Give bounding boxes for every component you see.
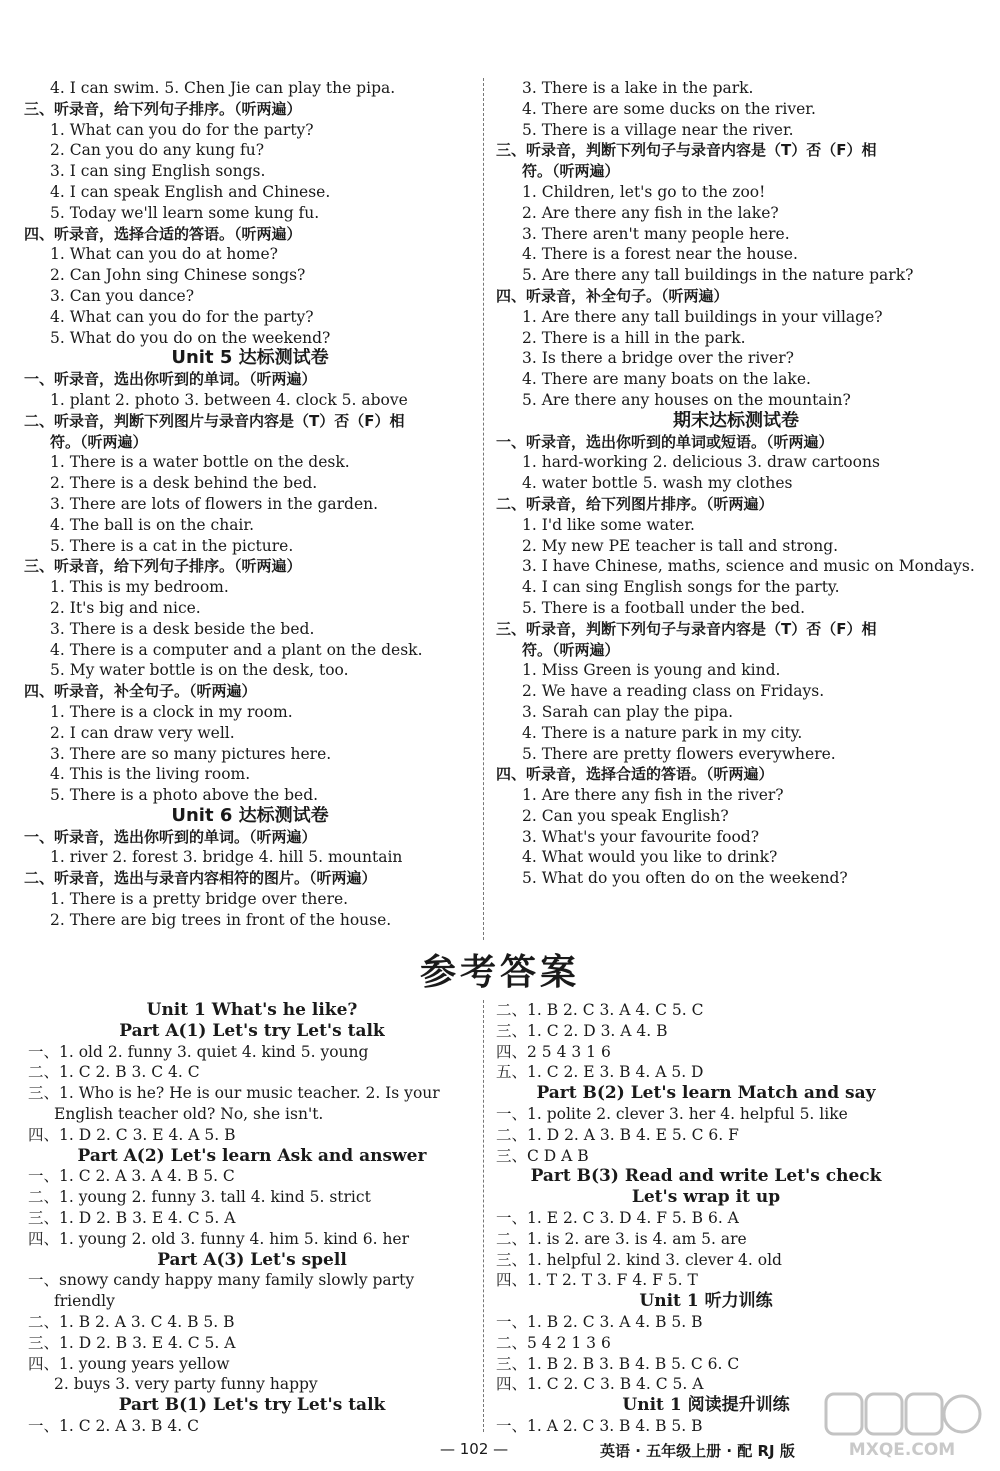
script-line: 符。（听两遍） — [50, 432, 148, 451]
script-line: 1. What can you do at home? — [50, 245, 278, 264]
script-line: Unit 5 达标测试卷 — [171, 348, 329, 369]
script-line: 5. There is a village near the river. — [522, 120, 794, 139]
script-line: 四、听录音，补全句子。（听两遍） — [24, 682, 257, 701]
script-line: 1. Are there any tall buildings in your village? — [522, 307, 883, 326]
script-line: 3. There is a lake in the park. — [522, 79, 754, 97]
answer-line: 四、1. young years yellow — [28, 1354, 230, 1373]
script-line: 二、听录音，选出与录音内容相符的图片。（听两遍） — [24, 869, 377, 888]
script-line: 4. I can sing English songs for the party. — [522, 578, 840, 597]
script-line: 5. There is a cat in the picture. — [50, 536, 294, 555]
script-line: 4. There is a forest near the house. — [522, 245, 798, 264]
script-line: 4. There are many boats on the lake. — [522, 370, 811, 389]
script-line: 5. Today we'll learn some kung fu. — [50, 203, 320, 222]
script-line: 3. There are lots of flowers in the garden. — [50, 494, 379, 513]
script-line: 四、听录音，选择合适的答语。（听两遍） — [496, 765, 774, 784]
answer-line: Part A(1) Let's try Let's talk — [119, 1020, 385, 1041]
right-column-bottom — [496, 1000, 916, 1437]
answer-line: friendly — [54, 1292, 115, 1311]
script-line: 符。（听两遍） — [522, 162, 620, 181]
script-line: 5. Are there any tall buildings in the nature park? — [522, 266, 914, 285]
script-line: 5. There is a photo above the bed. — [50, 786, 319, 805]
script-line: 2. We have a reading class on Fridays. — [522, 682, 825, 701]
script-line: 3. There aren't many people here. — [522, 224, 790, 243]
watermark-icon — [822, 1388, 982, 1440]
script-line: 3. Sarah can play the pipa. — [522, 702, 734, 721]
script-line: 1. This is my bedroom. — [50, 578, 229, 597]
watermark-logo — [822, 1388, 982, 1466]
script-line: 3. I have Chinese, maths, science and music on Mondays. — [522, 557, 975, 576]
script-line: 5. There are pretty flowers everywhere. — [522, 744, 836, 763]
script-line: 4. There is a nature park in my city. — [522, 723, 803, 742]
answer-line: 三、1. B 2. B 3. B 4. B 5. C 6. C — [496, 1354, 740, 1373]
script-line: 二、听录音，给下列图片排序。（听两遍） — [496, 494, 774, 513]
answer-line: English teacher old? No, she isn't. — [54, 1104, 324, 1123]
script-line: 3. Is there a bridge over the river? — [522, 349, 794, 368]
left-column-top — [24, 78, 476, 931]
left-column-bottom — [28, 1000, 476, 1437]
answer-line: 一、1. E 2. C 3. D 4. F 5. B 6. A — [496, 1208, 739, 1227]
script-line: 1. I'd like some water. — [522, 515, 695, 534]
script-line: Unit 6 达标测试卷 — [171, 805, 329, 826]
answer-line: Part B(3) Read and write Let's check — [530, 1166, 882, 1187]
answer-line: Part B(1) Let's try Let's talk — [118, 1395, 386, 1416]
answer-line: 三、1. C 2. D 3. A 4. B — [496, 1021, 668, 1040]
script-line: 一、听录音，选出你听到的单词。（听两遍） — [24, 827, 317, 846]
answer-line: 一、1. C 2. A 3. B 4. C — [28, 1416, 199, 1435]
answer-line: 四、1. T 2. T 3. F 4. F 5. T — [496, 1271, 698, 1290]
script-line: 二、听录音，判断下列图片与录音内容是（T）否（F）相 — [24, 411, 405, 430]
script-line: 三、听录音，判断下列句子与录音内容是（T）否（F）相 — [496, 141, 877, 160]
script-line: 期末达标测试卷 — [673, 410, 799, 431]
script-line: 2. Can John sing Chinese songs? — [50, 266, 306, 285]
answer-line: 三、1. Who is he? He is our music teacher. 2. Is your — [28, 1084, 440, 1103]
answer-line: Unit 1 What's he like? — [146, 1000, 358, 1020]
script-line: 1. Children, let's go to the zoo! — [522, 182, 766, 201]
answer-line: 二、1. D 2. A 3. B 4. E 5. C 6. F — [496, 1125, 739, 1144]
answer-line: 二、1. B 2. A 3. C 4. B 5. B — [28, 1312, 235, 1331]
answer-line: Unit 1 听力训练 — [639, 1291, 773, 1312]
column-divider-top — [483, 78, 484, 940]
script-line: 4. There are some ducks on the river. — [522, 99, 816, 118]
script-line: 一、听录音，选出你听到的单词或短语。（听两遍） — [496, 432, 834, 451]
script-line: 2. There is a hill in the park. — [522, 328, 746, 347]
answer-line: Let's wrap it up — [631, 1187, 781, 1208]
answer-line: 四、2 5 4 3 1 6 — [496, 1042, 611, 1061]
answer-line: 三、1. D 2. B 3. E 4. C 5. A — [28, 1208, 236, 1227]
answer-line: 二、1. B 2. C 3. A 4. C 5. C — [496, 1001, 704, 1019]
answer-line: 一、1. old 2. funny 3. quiet 4. kind 5. young — [28, 1042, 369, 1061]
answer-line: 三、1. helpful 2. kind 3. clever 4. old — [496, 1250, 782, 1269]
script-line: 3. What's your favourite food? — [522, 827, 760, 846]
script-line: 3. There is a desk beside the bed. — [50, 619, 315, 638]
answer-line: 二、5 4 2 1 3 6 — [496, 1333, 611, 1352]
script-line: 4. There is a computer and a plant on the desk. — [50, 640, 423, 659]
answer-line: 二、1. C 2. B 3. C 4. C — [28, 1063, 200, 1082]
answer-line: 2. buys 3. very party funny happy — [54, 1375, 318, 1394]
answer-line: 一、snowy candy happy many family slowly party — [28, 1271, 415, 1290]
script-line: 三、听录音，给下列句子排序。（听两遍） — [24, 99, 302, 118]
script-line: 四、听录音，补全句子。（听两遍） — [496, 286, 729, 305]
answer-line: Part A(3) Let's spell — [157, 1249, 347, 1270]
script-line: 四、听录音，选择合适的答语。（听两遍） — [24, 224, 302, 243]
answer-line: 二、1. is 2. are 3. is 4. am 5. are — [496, 1229, 747, 1248]
page-number: — 102 — — [440, 1440, 509, 1458]
answer-line: Unit 1 阅读提升训练 — [622, 1395, 790, 1416]
script-line: 2. There are big trees in front of the house. — [50, 910, 392, 929]
script-line: 2. Can you speak English? — [522, 806, 729, 825]
right-column-top — [496, 78, 976, 889]
script-line: 2. It's big and nice. — [50, 598, 201, 617]
answer-line: 四、1. D 2. C 3. E 4. A 5. B — [28, 1125, 236, 1144]
script-line: 三、听录音，给下列句子排序。（听两遍） — [24, 557, 302, 576]
column-divider-bottom — [483, 1000, 484, 1432]
script-line: 5. What do you do on the weekend? — [50, 328, 331, 347]
answers-title: 参考答案 — [419, 952, 580, 993]
script-line: 2. Are there any fish in the lake? — [522, 203, 779, 222]
answer-line: 一、1. polite 2. clever 3. her 4. helpful 5. like — [496, 1104, 848, 1123]
answer-line: 二、1. young 2. funny 3. tall 4. kind 5. strict — [28, 1188, 371, 1207]
script-line: 3. There are so many pictures here. — [50, 744, 332, 763]
script-line: 2. My new PE teacher is tall and strong. — [522, 536, 839, 555]
book-info: 英语 · 五年级上册 · 配 RJ 版 — [600, 1442, 795, 1460]
script-line: 4. I can swim. 5. Chen Jie can play the pipa. — [50, 79, 396, 97]
script-line: 一、听录音，选出你听到的单词。（听两遍） — [24, 370, 317, 389]
script-line: 符。（听两遍） — [522, 640, 620, 659]
script-line: 2. There is a desk behind the bed. — [50, 474, 318, 493]
script-line: 5. Are there any houses on the mountain? — [522, 390, 851, 409]
answer-line: 一、1. A 2. C 3. B 4. B 5. B — [496, 1416, 703, 1435]
script-line: 1. plant 2. photo 3. between 4. clock 5. above — [50, 390, 408, 409]
script-line: 4. What would you like to drink? — [522, 848, 778, 867]
answer-line: 一、1. C 2. A 3. A 4. B 5. C — [28, 1167, 235, 1186]
script-line: 1. There is a pretty bridge over there. — [50, 890, 349, 909]
script-line: 2. I can draw very well. — [50, 723, 235, 742]
answer-line: 四、1. young 2. old 3. funny 4. him 5. kind 6. her — [28, 1229, 410, 1248]
answer-line: 三、C D A B — [496, 1146, 589, 1165]
script-line: 1. hard-working 2. delicious 3. draw cartoons — [522, 453, 880, 472]
script-line: 2. Can you do any kung fu? — [50, 141, 265, 160]
script-line: 1. There is a water bottle on the desk. — [50, 453, 350, 472]
answer-line: Part A(2) Let's learn Ask and answer — [77, 1145, 427, 1166]
script-line: 4. I can speak English and Chinese. — [50, 182, 331, 201]
script-line: 4. The ball is on the chair. — [50, 515, 255, 534]
answer-line: 三、1. D 2. B 3. E 4. C 5. A — [28, 1333, 236, 1352]
answer-line: 五、1. C 2. E 3. B 4. A 5. D — [496, 1063, 704, 1082]
script-line: 4. What can you do for the party? — [50, 307, 314, 326]
watermark-text: MXQE.COM — [848, 1440, 956, 1460]
script-line: 4. water bottle 5. wash my clothes — [522, 474, 793, 493]
script-line: 5. My water bottle is on the desk, too. — [50, 661, 349, 680]
script-line: 3. I can sing English songs. — [50, 162, 266, 181]
script-line: 5. There is a football under the bed. — [522, 598, 806, 617]
answer-line: Part B(2) Let's learn Match and say — [536, 1083, 876, 1104]
script-line: 5. What do you often do on the weekend? — [522, 869, 848, 888]
script-line: 1. river 2. forest 3. bridge 4. hill 5. mountain — [50, 848, 403, 867]
script-line: 1. There is a clock in my room. — [50, 702, 293, 721]
answer-line: 一、1. B 2. C 3. A 4. B 5. B — [496, 1312, 703, 1331]
answer-line: 四、1. C 2. C 3. B 4. C 5. A — [496, 1375, 704, 1394]
script-line: 1. Miss Green is young and kind. — [522, 661, 781, 680]
script-line: 4. This is the living room. — [50, 765, 251, 784]
script-line: 三、听录音，判断下列句子与录音内容是（T）否（F）相 — [496, 619, 877, 638]
script-line: 1. Are there any fish in the river? — [522, 786, 784, 805]
script-line: 1. What can you do for the party? — [50, 120, 314, 139]
script-line: 3. Can you dance? — [50, 286, 195, 305]
